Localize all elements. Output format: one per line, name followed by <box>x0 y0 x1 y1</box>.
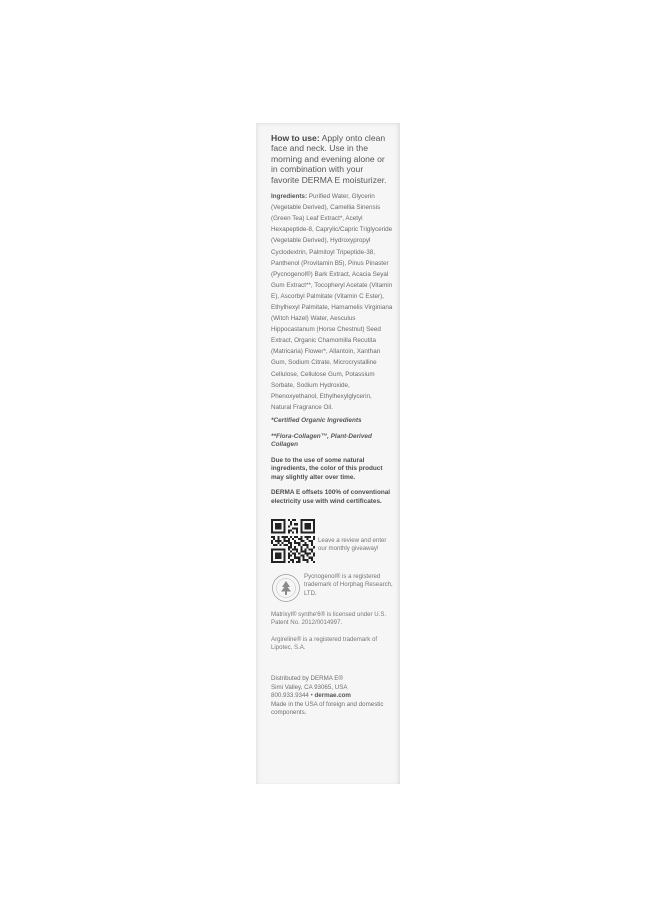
made-in-notice: Made in the USA of foreign and domestic components. <box>271 700 384 717</box>
distributor-contact <box>271 692 393 701</box>
website-link[interactable]: dermae.com <box>314 692 351 700</box>
review-text: Leave a review and enter our monthly giveaway! <box>318 536 387 553</box>
flora-collagen-note: **Flora-Collagen™, Plant-Derived Collagen <box>271 432 372 449</box>
matrixyl-notice: Matrixyl® synthe'6® is licensed under U.S. Patent No. 2012/0014997. <box>271 610 387 627</box>
review-section <box>271 519 393 563</box>
distributor-address: Simi Valley, CA 93065, USA <box>271 683 348 691</box>
certified-organic-note: *Certified Organic Ingredients <box>271 416 362 424</box>
pycnogenol-seal-icon <box>271 573 301 603</box>
ingredients-label: Ingredients: <box>271 193 308 201</box>
color-notice: Due to the use of some natural ingredients, the color of this product may slightly alter over time. <box>271 456 383 481</box>
argireline-notice: Argireline® is a registered trademark of Lipotec, S.A. <box>271 635 378 652</box>
how-to-use-text: Apply onto clean face and neck. Use in the morning and evening alone or in combination with your favorite DERMA E moisturizer. <box>271 133 387 185</box>
phone-number: 800.933.9344 • <box>271 692 315 700</box>
how-to-use <box>271 133 393 185</box>
pycnogenol-section <box>271 573 393 603</box>
label-content <box>271 133 393 718</box>
how-to-use-label: How to use: <box>271 133 320 143</box>
pycnogenol-trademark: Pycnogenol® is a registered trademark of Horphag Research, LTD. <box>304 572 393 597</box>
qr-code-icon[interactable] <box>271 519 315 563</box>
energy-notice: DERMA E offsets 100% of conventional electricity use with wind certificates. <box>271 489 391 506</box>
distributor-info <box>271 675 393 718</box>
ingredients-text: Purified Water, Glycerin (Vegetable Derived), Camellia Sinensis (Green Tea) Leaf Extract*, Acetyl Hexapeptide-8, Caprylic/Capric Triglyceride (Vegetable Derived), Hydroxypropyl Cyclodextrin, Palmitoyl Tripeptide-38, Panthenol (Provitamin B5), Pinus Pinaster (Pycnogenol®) Bark Extract, Acacia Seyal Gum Extract**, Tocopheryl Acetate (Vitamin E), Ascorbyl Palmitate (Vitamin C Ester), Ethylhexyl Palmitate, Hamamelis Virginiana (Witch Hazel) Water, Aesculus Hippocastanum (Horse Chestnut) Seed Extract, Organic Chamomilla Recutita (Matricaria) Flower*, Allantoin, Xanthan Gum, Sodium Citrate, Microcrystalline Cellulose, Cellulose Gum, Potassium Sorbate, Sodium Hydroxide, Phenoxyethanol, Ethylhexylglycerin, Natural Fragrance Oil. <box>271 193 393 411</box>
ingredients-list <box>271 191 393 413</box>
distributor-line: Distributed by DERMA E® <box>271 675 343 683</box>
